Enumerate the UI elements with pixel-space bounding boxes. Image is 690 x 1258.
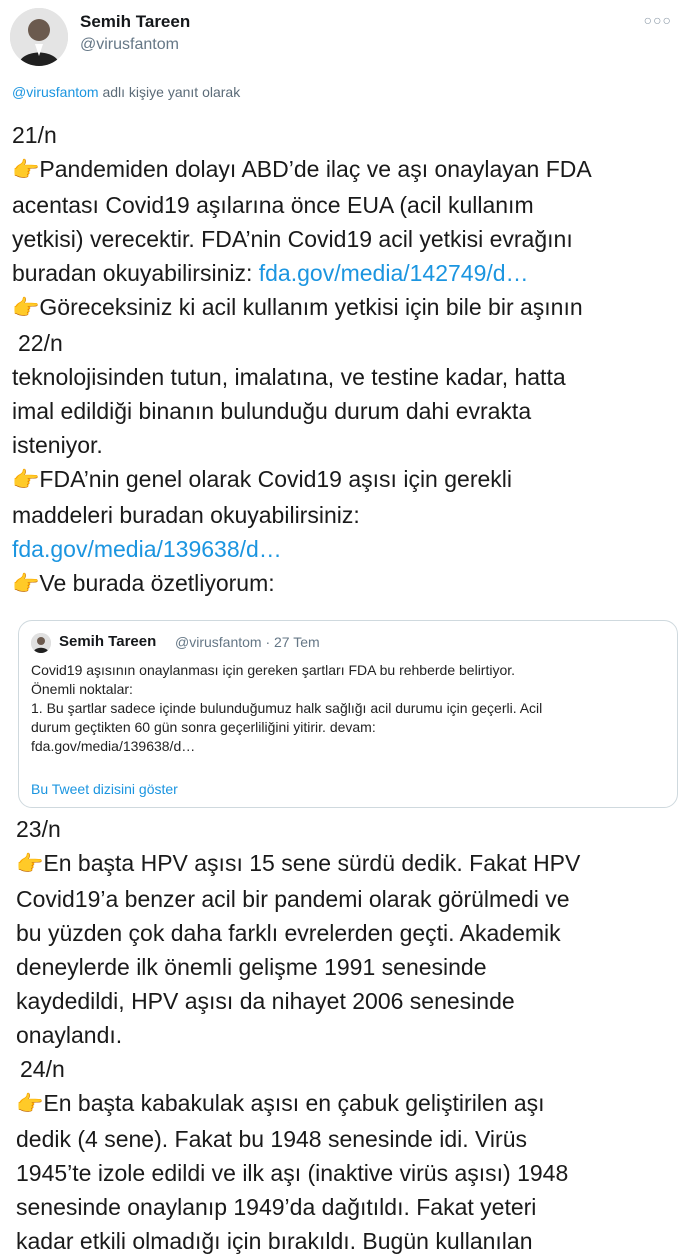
more-icon[interactable]: ○○○ <box>643 12 672 28</box>
show-thread-link[interactable]: Bu Tweet dizisini göster <box>31 781 178 797</box>
text-line: acentası Covid19 aşılarına önce EUA (acil kullanım <box>12 192 534 218</box>
text-line: buradan okuyabilirsiniz: fda.gov/media/142749/d… <box>12 260 529 286</box>
text-line: isteniyor. <box>12 432 103 458</box>
quoted-meta: @virusfantom · 27 Tem <box>175 634 320 650</box>
text-line: kaydedildi, HPV aşısı da nihayet 2006 senesinde <box>16 988 515 1014</box>
pointing-hand-icon: 👉 <box>16 1092 44 1117</box>
thread-number: 24/n <box>20 1056 65 1082</box>
quoted-tweet[interactable] <box>18 620 678 808</box>
text-line: imal edildiği binanın bulunduğu durum dahi evrakta <box>12 398 532 424</box>
thread-number: 21/n <box>12 122 57 148</box>
text-line: 👉En başta HPV aşısı 15 sene sürdü dedik. Fakat HPV <box>16 850 581 877</box>
text-line: onaylandı. <box>16 1022 123 1048</box>
quoted-line: durum geçtikten 60 gün sonra geçerliliğini yitirir. devam: <box>31 719 376 735</box>
text-line <box>12 532 682 566</box>
thread-number: 23/n <box>16 816 61 842</box>
user-handle[interactable]: @virusfantom <box>80 36 179 53</box>
quoted-line: Önemli noktalar: <box>31 681 133 697</box>
fda-link-2[interactable]: fda.gov/media/139638/d… <box>12 536 282 562</box>
quoted-text <box>31 661 671 756</box>
pointing-hand-icon: 👉 <box>12 158 40 183</box>
text-line: yetkisi) verecektir. FDA’nin Covid19 acil yetkisi evrağını <box>12 226 573 252</box>
reply-context <box>12 84 240 100</box>
fda-link-1[interactable]: fda.gov/media/142749/d… <box>258 260 529 286</box>
text-line: 👉Ve burada özetliyorum: <box>12 570 275 597</box>
pointing-hand-icon: 👉 <box>12 468 40 493</box>
thread-number: 22/n <box>18 330 63 356</box>
tweet-text-continued <box>16 812 682 1258</box>
text-line: 1945’te izole edildi ve ilk aşı (inaktive virüs aşısı) 1948 <box>16 1160 569 1186</box>
text-line: maddeleri buradan okuyabilirsiniz: <box>12 502 360 528</box>
quoted-line: Covid19 aşısının onaylanması için gereken şartları FDA bu rehberde belirtiyor. <box>31 662 516 678</box>
tweet-header <box>0 0 690 80</box>
reply-label: adlı kişiye yanıt olarak <box>98 84 241 100</box>
quoted-line: fda.gov/media/139638/d… <box>31 738 196 754</box>
text-line: teknolojisinden tutun, imalatına, ve testine kadar, hatta <box>12 364 566 390</box>
text-line: 👉Pandemiden dolayı ABD’de ilaç ve aşı onaylayan FDA <box>12 156 592 183</box>
display-name[interactable]: Semih Tareen <box>80 12 191 31</box>
text-line: senesinde onaylanıp 1949’da dağıtıldı. Fakat yeteri <box>16 1194 537 1220</box>
text-line: 👉En başta kabakulak aşısı en çabuk geliştirilen aşı <box>16 1090 545 1117</box>
quoted-line: 1. Bu şartlar sadece içinde bulunduğumuz halk sağlığı acil durumu için geçerli. Acil <box>31 700 543 716</box>
text-line: dedik (4 sene). Fakat bu 1948 senesinde idi. Virüs <box>16 1126 527 1152</box>
text-line: Covid19’a benzer acil bir pandemi olarak görülmedi ve <box>16 886 570 912</box>
text-line: 👉FDA’nin genel olarak Covid19 aşısı için gerekli <box>12 466 512 493</box>
pointing-hand-icon: 👉 <box>16 852 44 877</box>
pointing-hand-icon: 👉 <box>12 572 40 597</box>
text-line: deneylerde ilk önemli gelişme 1991 senesinde <box>16 954 487 980</box>
quoted-avatar <box>31 633 51 653</box>
pointing-hand-icon: 👉 <box>12 296 40 321</box>
text-line: kadar etkili olmadığı için bırakıldı. Bugün kullanılan <box>16 1228 533 1254</box>
tweet-text <box>12 118 682 602</box>
text-line: bu yüzden çok daha farklı evrelerden geçti. Akademik <box>16 920 561 946</box>
avatar[interactable] <box>10 8 68 66</box>
quoted-display-name: Semih Tareen <box>59 633 157 650</box>
text-line: 👉Göreceksiniz ki acil kullanım yetkisi için bile bir aşının <box>12 294 583 321</box>
mention-link[interactable]: @virusfantom <box>12 84 99 100</box>
